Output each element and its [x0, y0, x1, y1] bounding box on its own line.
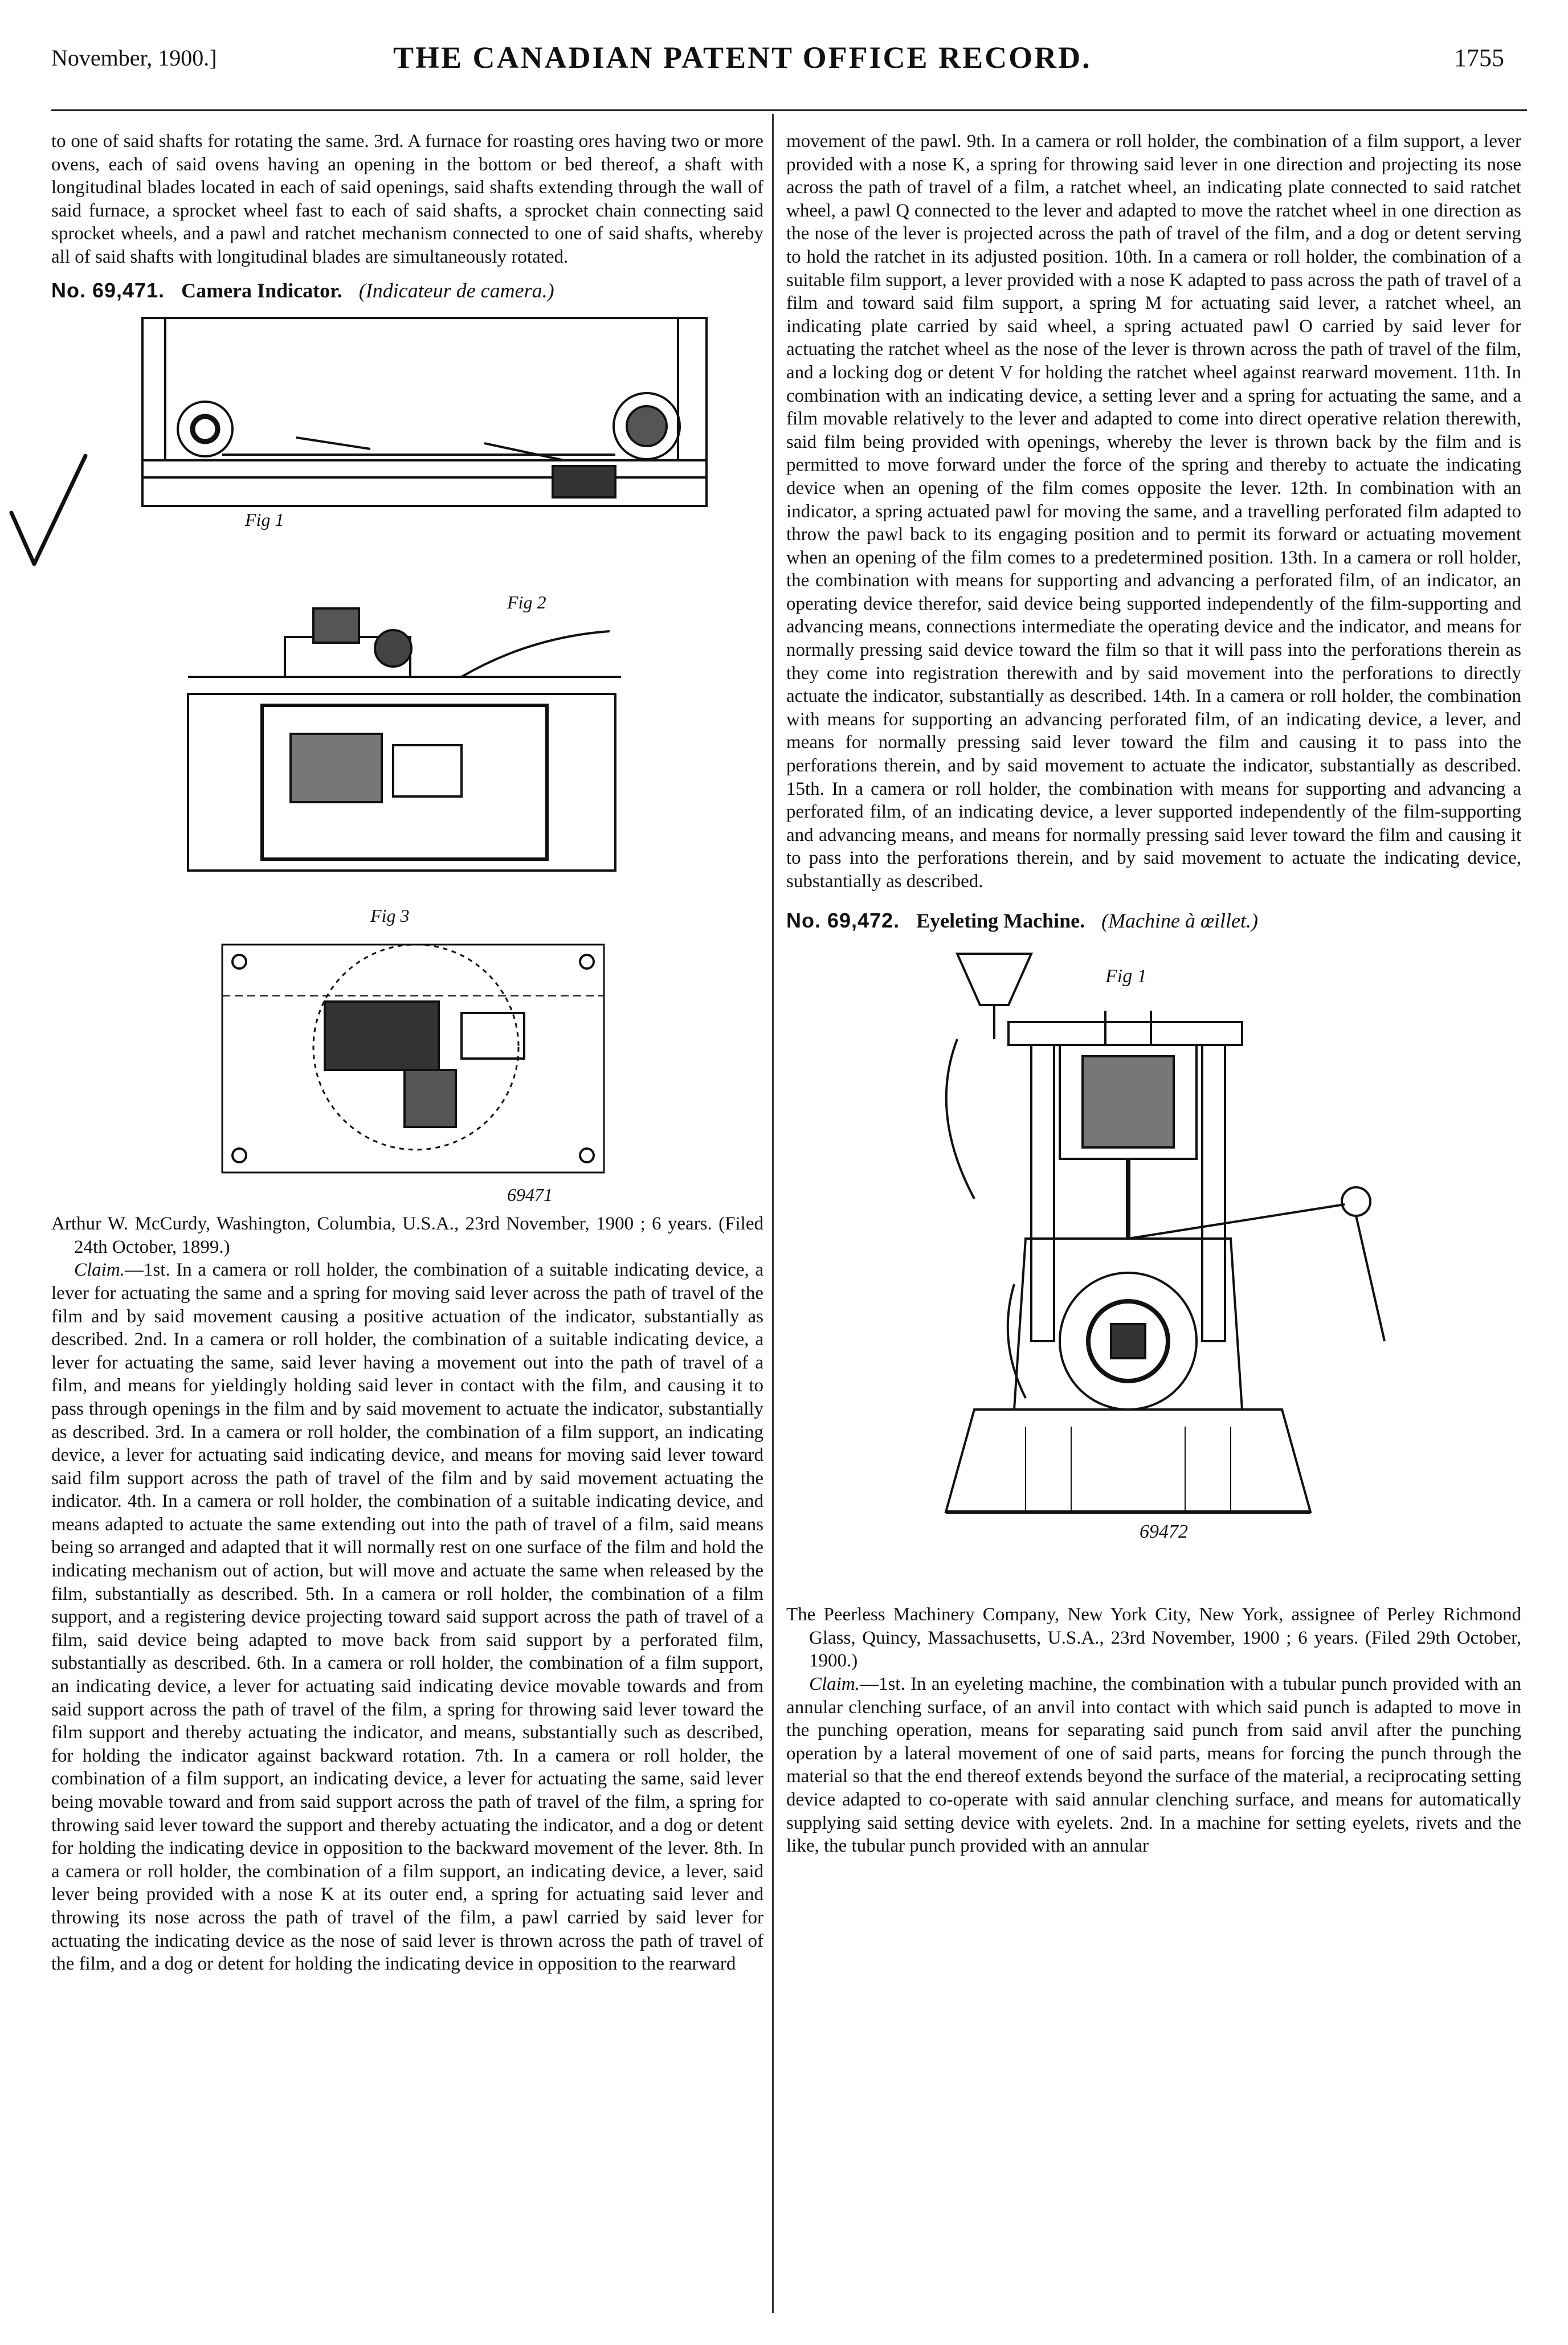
patent-number: No. 69,472.	[786, 908, 900, 932]
publication-title: THE CANADIAN PATENT OFFICE RECORD.	[393, 40, 1092, 75]
fig2-label: Fig 2	[507, 592, 546, 613]
fig1-label: Fig 1	[1105, 966, 1147, 987]
fig3-label: Fig 3	[370, 905, 410, 926]
camera-indicator-drawing	[51, 312, 763, 1206]
patent-french-title: (Indicateur de camera.)	[358, 279, 554, 302]
patent-french-title: (Machine à œillet.)	[1101, 909, 1258, 932]
camera-indicator-figure	[51, 312, 763, 1206]
header-rule	[51, 109, 1527, 111]
claim-text: —1st. In an eyeleting machine, the combination with a tubular punch provided with an annular clenching surface, of an anvil into contact with which said punch is adapted to move in the punching operation, means for separating said punch from said anvil after the punching operation by a lateral movement of one of said parts, means for forcing the punch through the material so that the end thereof extends beyond the surface of the material, a reciprocating setting device adapted to co-operate with said annular clenching surface, and means for automatically supplying said setting device with eyelets. 2nd. In a machine for setting eyelets, rivets and the like, the tubular punch provided with an annular	[786, 1673, 1521, 1857]
figure-number-mark: 69472	[1140, 1521, 1188, 1543]
claim-text: —1st. In a camera or roll holder, the combination of a suitable indicating device, a lever for actuating the same and a spring for moving said lever across the path of travel of the film and by said movement causing a positive actuation of the indicator, substantially as described. 2nd. In a camera or roll holder, the combination of a suitable indicating device, a lever for actuating the same, said lever having a movement out into the path of travel of a film, and means for yieldingly holding said lever in contact with the film, and causing it to pass through openings in the film and by said movement to actuate the indicator, substantially as described. 3rd. In a camera or roll holder, the combination of a film support, an indicating device, a lever for actuating said indicating device, and means for moving said lever toward said film support across the path of travel of the film and by said movement actuating the indicator. 4th. In a camera or roll holder, the combination of a suitable indicating device, and means adapted to actuate the same extending out into the path of travel of a film, said means being so arranged and adapted that it will normally rest on one surface of the film and hold the indicating mechanism out of action, but will move and actuate the same when released by the film, substantially as described. 5th. In a camera or roll holder, the combination of a film support, and a registering device projecting toward said support across the path of travel of a film, said device being adapted to move back from said support by a perforated film, substantially as described. 6th. In a camera or roll holder, the combination of a film support, an indicating device, a lever for actuating said indicating device movable towards and from said support across the path of travel of the film, a spring for throwing said lever toward the film support and thereby actuating the indicator, and means, substantially such as described, for holding the indicator against backward rotation. 7th. In a camera or roll holder, the combination of a film support, an indicating device, a lever for actuating the same, said lever being movable toward and from said support across the path of travel of the film, a spring for throwing said lever toward the support and thereby actuating the indicator, and a dog or detent for holding the indicating device in opposition to the backward movement of the lever. 8th. In a camera or roll holder, the combination of a film support, an indicating device, a lever, said lever being provided with a nose K at its outer end, a spring for actuating said lever and throwing its nose across the path of travel of the film, a pawl carried by said lever for actuating the indicating device as the nose of said lever is thrown across the path of travel of the film, and a dog or detent for holding the indicating device in opposition to the rearward	[51, 1260, 763, 1975]
patent-applicant: Arthur W. McCurdy, Washington, Columbia, U.S.A., 23rd November, 1900 ; 6 years. (Filed 24th October, 1899.)	[51, 1214, 763, 1257]
patent-title: Eyeleting Machine.	[916, 909, 1085, 932]
claim-label: Claim.	[74, 1260, 125, 1281]
patent-heading-69471	[51, 279, 763, 303]
eyeleting-machine-drawing	[786, 942, 1521, 1586]
figure-number-mark: 69471	[507, 1184, 553, 1206]
patent-heading-69472	[786, 909, 1521, 933]
patent-claims	[51, 1259, 763, 1975]
left-column	[51, 130, 763, 1976]
claim-label: Claim.	[809, 1673, 860, 1694]
page-number: 1755	[1454, 44, 1504, 72]
column-divider	[772, 114, 774, 2313]
issue-date: November, 1900.]	[51, 45, 217, 71]
fig1-label: Fig 1	[245, 509, 284, 530]
right-column	[786, 130, 1521, 1858]
patent-title: Camera Indicator.	[181, 279, 342, 302]
page-header	[51, 40, 1521, 80]
patent-claims	[786, 1673, 1521, 1858]
patent-number: No. 69,471.	[51, 278, 165, 302]
continued-claims-text: movement of the pawl. 9th. In a camera or roll holder, the combination of a film support, a lever provided with a nose K, a spring for throwing said lever in one direction and projecting its nose across the path of travel of a film, a ratchet wheel, an indicating plate connected to said ratchet wheel, a pawl Q connected to the lever and adapted to move the ratchet wheel in one direction as the nose of the lever is projected across the path of travel of the film, and a dog or detent serving to hold the ratchet in its adjusted position. 10th. In a camera or roll holder, the combination of a suitable film support, a lever provided with a nose K adapted to pass across the path of travel of a film and toward said film support, a spring M for actuating said lever, a ratchet wheel, an indicating plate carried by said wheel, a spring actuated pawl O carried by said lever for actuating the ratchet wheel as the nose of the lever is thrown across the path of travel of the film, and a locking dog or detent V for holding the ratchet wheel against rearward movement. 11th. In combination with an indicating device, a setting lever and a spring for actuating the same, and a film movable relatively to the lever and adapted to come into direct operative relation therewith, said film being provided with openings, whereby the lever is thrown back by the film and is permitted to move forward under the force of the spring and thereby to actuate the indicating device when an opening of the film comes opposite the lever. 12th. In combination with an indicator, a spring actuated pawl for moving the same, and a travelling perforated film adapted to throw the pawl back to its engaging position and to permit its forward or actuating movement when an opening of the film comes to a predetermined position. 13th. In a camera or roll holder, the combination with means for supporting and advancing a perforated film, of an indicator, an operating device therefor, said device being supported independently of the film-supporting and advancing means, connections intermediate the operating device and the indicator, and means for normally pressing said device toward the film so that it will pass into the perforations therein as they come into registration therewith and by said movement into the perforations to directly actuate the indicator, substantially as described. 14th. In a camera or roll holder, the combination with means for supporting an advancing perforated film, of an indicating device, a lever, and means for normally pressing said lever toward the film and causing it to pass into the perforations therein, and by said movement to actuate the indicator, substantially as described. 15th. In a camera or roll holder, the combination with means for supporting and advancing a perforated film, of an indicating device, a lever supported independently of the film-supporting and advancing means, and means for normally pressing said lever toward the film and causing it to pass into the perforations therein, and by said movement to actuate the indicating device, substantially as described.	[786, 131, 1521, 892]
patent-applicant: The Peerless Machinery Company, New York City, New York, assignee of Perley Richmond Glass, Quincy, Massachusetts, U.S.A., 23rd November, 1900 ; 6 years. (Filed 29th October, 1900.)	[786, 1604, 1521, 1672]
eyeleting-machine-figure	[786, 942, 1521, 1586]
continued-claims-text: to one of said shafts for rotating the same. 3rd. A furnace for roasting ores having two or more ovens, each of said ovens having an opening in the bottom or bed thereof, a shaft with longitudinal blades located in each of said openings, said shafts extending through the wall of said furnace, a sprocket wheel fast to each of said shafts, a sprocket chain connecting said sprocket wheels, and a pawl and ratchet mechanism connected to one of said shafts, whereby all of said shafts with longitudinal blades are simultaneously rotated.	[51, 131, 763, 267]
